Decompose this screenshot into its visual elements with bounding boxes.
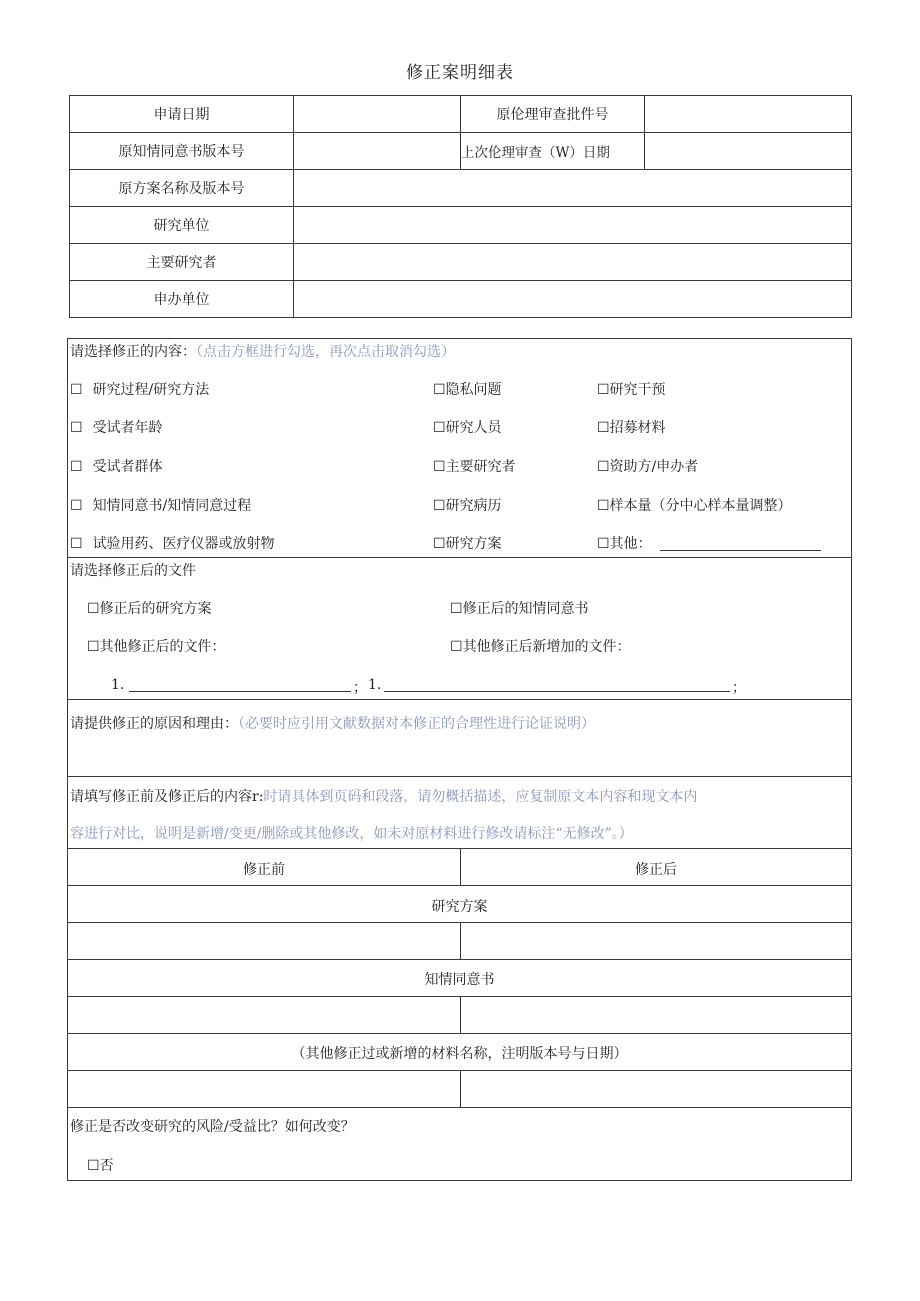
- checkbox-icon[interactable]: ☐: [87, 639, 100, 655]
- orig-icf-version-field[interactable]: [294, 133, 461, 170]
- checkbox-icon[interactable]: ☐: [70, 536, 83, 552]
- reason-input-area[interactable]: [70, 735, 850, 773]
- content-option-label: 资助方/申办者: [609, 459, 699, 475]
- checkbox-icon[interactable]: ☐: [433, 382, 446, 398]
- apply-date-label: 申请日期: [70, 96, 294, 133]
- content-heading: [70, 341, 455, 361]
- amendment-details-box: [67, 338, 852, 1181]
- divider: [68, 1107, 851, 1108]
- checkbox-icon[interactable]: ☐: [597, 459, 610, 475]
- reason-heading: [70, 713, 595, 733]
- orig-icf-version-label: 原知情同意书版本号: [70, 133, 294, 170]
- content-option-col1-3[interactable]: [70, 495, 251, 515]
- other-before-cell[interactable]: [68, 1071, 459, 1107]
- content-option-label: 受试者年龄: [92, 420, 163, 436]
- after-column-header: 修正后: [635, 862, 677, 878]
- file-option-revised-protocol[interactable]: [87, 598, 212, 618]
- file-option-revised-icf[interactable]: [450, 598, 589, 618]
- other-new-file-blank[interactable]: [384, 691, 730, 692]
- content-option-col3-0[interactable]: [597, 379, 666, 399]
- icf-before-cell[interactable]: [68, 997, 459, 1033]
- content-option-col1-0[interactable]: [70, 379, 209, 399]
- divider: [68, 699, 851, 700]
- separator-1: ；: [353, 680, 367, 696]
- icf-row-label: 知情同意书: [424, 972, 495, 988]
- last-review-date-label: 上次伦理审查（W）日期: [461, 133, 645, 170]
- compare-hint-line2: 容进行对比，说明是新增/变更/删除或其他修改，如未对原材料进行修改请标注“无修改”。）: [70, 826, 633, 842]
- pi-label: 主要研究者: [70, 244, 294, 281]
- content-hint: （点击方框进行勾选，再次点击取消勾选）: [196, 344, 455, 360]
- content-option-label: 主要研究者: [445, 459, 516, 475]
- sponsor-label: 申办单位: [70, 281, 294, 318]
- protocol-after-cell[interactable]: [461, 923, 851, 959]
- checkbox-icon[interactable]: ☐: [597, 420, 610, 436]
- sponsor-field[interactable]: [294, 281, 852, 318]
- checkbox-icon[interactable]: ☐: [433, 536, 446, 552]
- file-option-label: 修正后的知情同意书: [462, 601, 589, 617]
- divider: [460, 848, 461, 885]
- orig-protocol-field[interactable]: [294, 170, 852, 207]
- last-review-date-field[interactable]: [645, 133, 852, 170]
- checkbox-icon[interactable]: ☐: [70, 420, 83, 436]
- checkbox-icon[interactable]: ☐: [597, 382, 610, 398]
- files-heading: 请选择修正后的文件: [70, 563, 196, 579]
- divider: [68, 885, 851, 886]
- divider: [68, 557, 851, 558]
- content-heading-text: 请选择修正的内容：: [70, 344, 196, 360]
- checkbox-icon[interactable]: ☐: [450, 601, 463, 617]
- research-unit-label: 研究单位: [70, 207, 294, 244]
- other-materials-row-label: （其他修正过或新增的材料名称，注明版本号与日期）: [291, 1046, 628, 1062]
- divider: [68, 959, 851, 960]
- before-column-header: 修正前: [243, 862, 285, 878]
- content-option-col3-1[interactable]: [597, 417, 666, 437]
- content-option-col1-4[interactable]: [70, 533, 275, 553]
- content-option-col3-4[interactable]: [597, 533, 652, 553]
- file-option-label: 修正后的研究方案: [99, 601, 212, 617]
- research-unit-field[interactable]: [294, 207, 852, 244]
- content-option-col2-3[interactable]: [433, 495, 502, 515]
- content-option-col2-2[interactable]: [433, 456, 516, 476]
- checkbox-icon[interactable]: ☐: [433, 420, 446, 436]
- file-option-other-new[interactable]: [450, 636, 631, 656]
- content-option-col1-2[interactable]: [70, 456, 163, 476]
- apply-date-field[interactable]: [294, 96, 461, 133]
- pi-field[interactable]: [294, 244, 852, 281]
- orig-approval-no-field[interactable]: [645, 96, 852, 133]
- file-option-other-revised[interactable]: [87, 636, 226, 656]
- content-option-label: 招募材料: [609, 420, 666, 436]
- compare-hint-line1: 时请具体到页码和段落，请勿概括描述，应复制原文本内容和现文本内: [263, 789, 698, 805]
- content-option-col3-2[interactable]: [597, 456, 698, 476]
- protocol-before-cell[interactable]: [68, 923, 459, 959]
- content-option-col2-1[interactable]: [433, 417, 502, 437]
- checkbox-icon[interactable]: ☐: [70, 382, 83, 398]
- content-option-label: 受试者群体: [92, 459, 163, 475]
- checkbox-icon[interactable]: ☐: [433, 459, 446, 475]
- basic-info-table: [69, 95, 852, 318]
- other-blank-line[interactable]: [660, 550, 821, 551]
- content-option-col2-0[interactable]: [433, 379, 502, 399]
- content-option-col3-3[interactable]: [597, 495, 792, 515]
- checkbox-icon[interactable]: ☐: [597, 536, 610, 552]
- checkbox-icon[interactable]: ☐: [597, 498, 610, 514]
- content-option-col2-4[interactable]: [433, 533, 502, 553]
- divider: [68, 776, 851, 777]
- orig-protocol-label: 原方案名称及版本号: [70, 170, 294, 207]
- checkbox-icon[interactable]: ☐: [87, 601, 100, 617]
- checkbox-icon[interactable]: ☐: [70, 459, 83, 475]
- form-title: 修正案明细表: [406, 63, 514, 83]
- checkbox-icon[interactable]: ☐: [433, 498, 446, 514]
- content-option-label: 样本量（分中心样本量调整）: [609, 498, 792, 514]
- divider: [68, 1033, 851, 1034]
- other-after-cell[interactable]: [461, 1071, 851, 1107]
- risk-option-no[interactable]: [87, 1155, 114, 1175]
- protocol-row-label: 研究方案: [431, 899, 488, 915]
- checkbox-icon[interactable]: ☐: [87, 1158, 100, 1174]
- orig-approval-no-label: 原伦理审查批件号: [461, 96, 645, 133]
- content-option-label: 知情同意书/知情同意过程: [92, 498, 252, 514]
- checkbox-icon[interactable]: ☐: [450, 639, 463, 655]
- content-option-label: 研究方案: [445, 536, 502, 552]
- compare-heading: [70, 786, 697, 806]
- reason-heading-text: 请提供修正的原因和理由：: [70, 716, 238, 732]
- content-option-label: 研究干预: [609, 382, 666, 398]
- content-option-label: 研究病历: [445, 498, 502, 514]
- separator-2: ；: [732, 680, 746, 696]
- file-option-label: 其他修正后新增加的文件：: [462, 639, 631, 655]
- reason-hint: （必要时应引用文献数据对本修正的合理性进行论证说明）: [238, 716, 595, 732]
- file-number-2: 1.: [368, 677, 382, 693]
- content-option-label: 研究人员: [445, 420, 502, 436]
- other-revised-file-blank[interactable]: [129, 691, 351, 692]
- content-option-label: 隐私问题: [445, 382, 502, 398]
- risk-question: 修正是否改变研究的风险/受益比？如何改变？: [70, 1119, 355, 1135]
- compare-heading-text: 请填写修正前及修正后的内容r:: [70, 789, 264, 805]
- content-option-label: 试验用药、医疗仪器或放射物: [92, 536, 275, 552]
- content-option-label: 研究过程/研究方法: [92, 382, 210, 398]
- checkbox-icon[interactable]: ☐: [70, 498, 83, 514]
- content-option-col1-1[interactable]: [70, 417, 163, 437]
- risk-option-no-label: 否: [99, 1158, 114, 1174]
- icf-after-cell[interactable]: [461, 997, 851, 1033]
- content-option-label: 其他：: [609, 536, 652, 552]
- file-option-label: 其他修正后的文件：: [99, 639, 226, 655]
- file-number-1: 1.: [111, 677, 125, 693]
